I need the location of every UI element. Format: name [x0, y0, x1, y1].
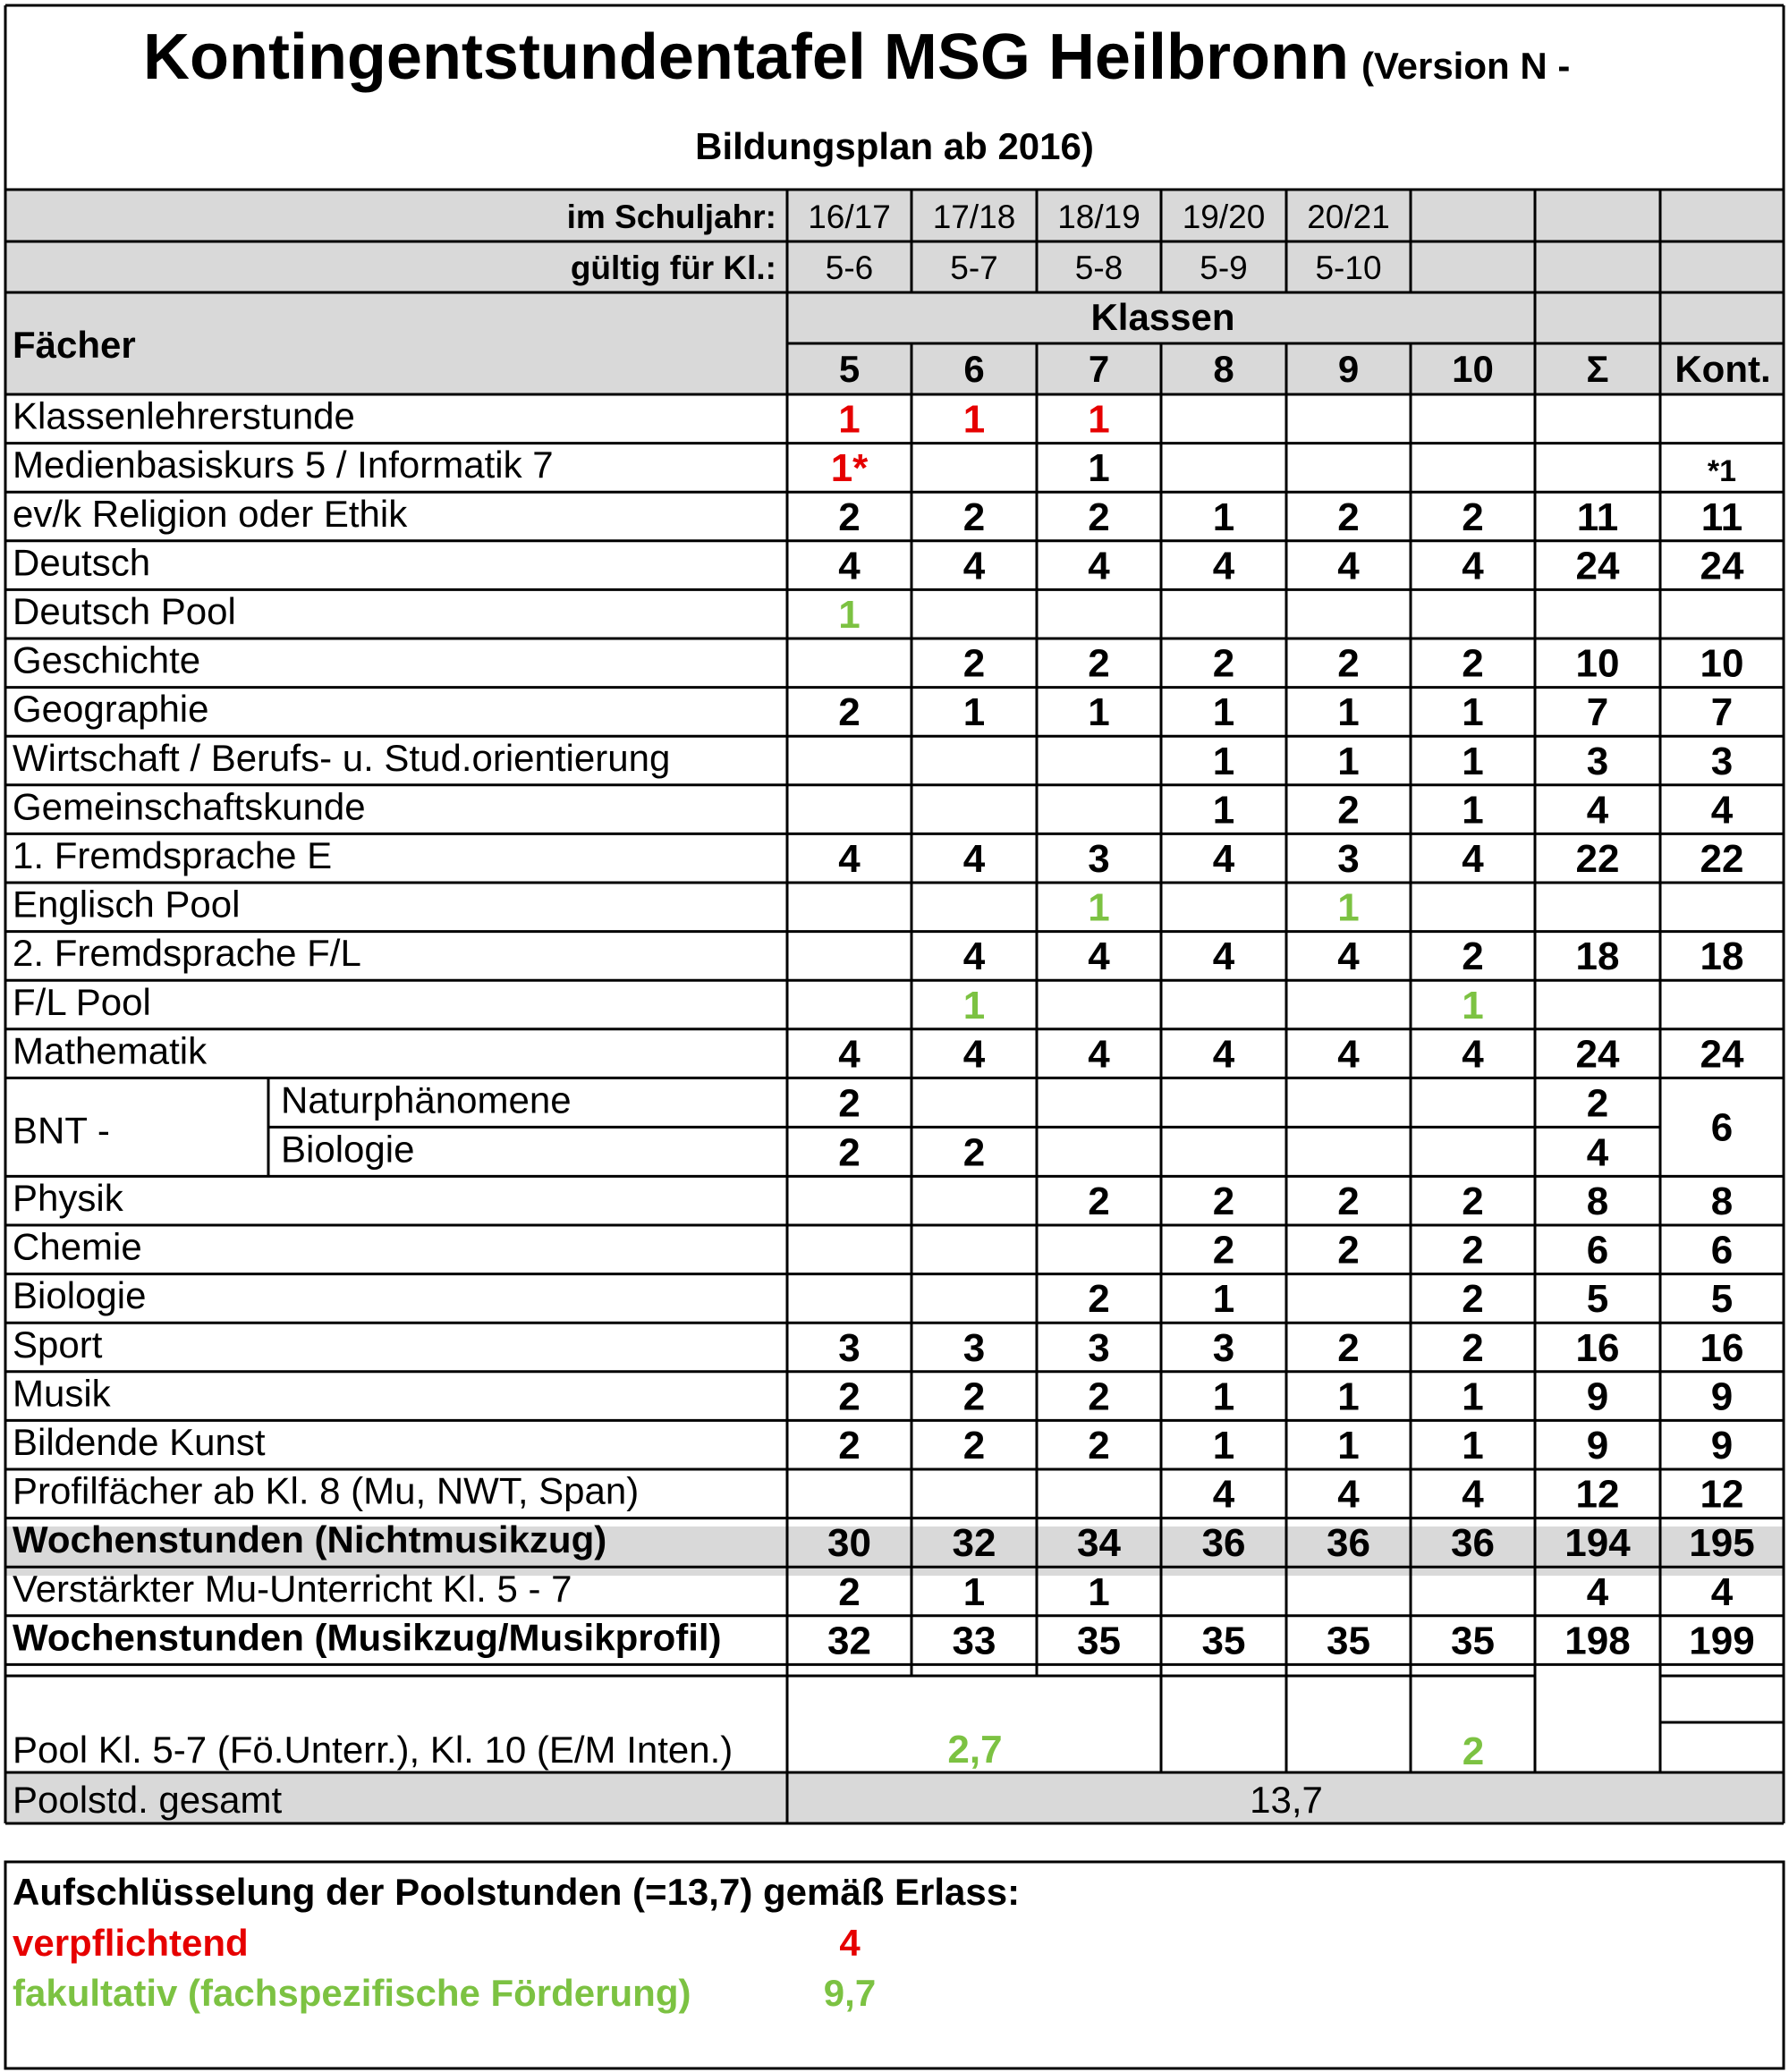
value-cell: 32	[952, 1521, 996, 1566]
value-cell: 2	[838, 1424, 861, 1467]
value-cell: 2	[962, 641, 986, 686]
value-cell: 2	[1337, 641, 1360, 686]
page-subtitle: Bildungsplan ab 2016)	[695, 125, 1094, 167]
subject-label: Medienbasiskurs 5 / Informatik 7	[13, 444, 554, 486]
header-band-schuljahr	[5, 190, 1784, 241]
subject-label: Biologie	[13, 1274, 147, 1317]
sum-cell: 9	[1586, 1374, 1609, 1419]
value-cell: 2	[1462, 935, 1484, 979]
value-cell: 35	[1077, 1619, 1121, 1663]
value-cell: 32	[827, 1619, 871, 1663]
value-cell: 35	[1327, 1619, 1370, 1663]
value-cell: 4	[1212, 935, 1235, 979]
value-cell: 2	[1212, 1228, 1235, 1273]
value-cell: 4	[962, 544, 986, 588]
subject-label: ev/k Religion oder Ethik	[13, 492, 408, 535]
value-cell: 1	[1212, 1374, 1235, 1419]
value-cell: 4	[1088, 935, 1110, 979]
value-cell: 2	[1462, 1325, 1484, 1370]
value-cell: 1	[1212, 1277, 1235, 1322]
sum-cell: 4	[1586, 1130, 1609, 1175]
sum-cell: 6	[1586, 1228, 1609, 1273]
sum-cell: 10	[1575, 641, 1620, 686]
kont-cell: 24	[1700, 544, 1744, 588]
klasse-header-10: 10	[1452, 348, 1494, 390]
value-cell: 2	[1088, 495, 1110, 539]
kont-cell: 12	[1700, 1472, 1744, 1517]
value-cell: 4	[838, 837, 861, 881]
sum-cell: 12	[1575, 1472, 1620, 1517]
schuljahr-cell: 17/18	[932, 199, 1016, 235]
sum-cell: 24	[1575, 1032, 1620, 1077]
page-title	[143, 21, 1570, 93]
value-cell: 1	[1212, 1424, 1235, 1467]
subject-label: Verstärkter Mu-Unterricht Kl. 5 - 7	[13, 1567, 572, 1610]
klassenstufe-cell: 5-9	[1200, 249, 1248, 286]
value-cell: 1	[1337, 1424, 1360, 1467]
sum-cell: 194	[1564, 1521, 1631, 1566]
value-cell: 1	[1337, 885, 1360, 930]
value-cell: 2	[962, 1424, 986, 1467]
value-cell: 1	[962, 983, 986, 1028]
value-cell: 1	[962, 397, 986, 442]
faecher-label: Fächer	[13, 324, 136, 366]
kont-cell: 24	[1700, 1032, 1744, 1077]
subject-label: F/L Pool	[13, 980, 151, 1023]
klassenstufe-cell: 5-8	[1074, 249, 1123, 286]
kont-header: Kont.	[1675, 348, 1771, 390]
subject-label: Geographie	[13, 688, 209, 731]
subject-label: Musik	[13, 1372, 111, 1415]
klasse-header-6: 6	[963, 348, 985, 390]
value-cell: 1	[1088, 690, 1110, 735]
kont-cell: 4	[1710, 788, 1734, 833]
sum-cell: 7	[1586, 690, 1609, 735]
klasse-header-7: 7	[1088, 348, 1110, 390]
value-cell: 2	[1462, 1180, 1484, 1223]
schuljahr-cell: 18/19	[1057, 199, 1140, 235]
value-cell: 4	[838, 544, 861, 588]
value-cell: 1	[1088, 1569, 1110, 1614]
value-cell: 2	[1462, 1228, 1484, 1273]
value-cell: 4	[1212, 1032, 1235, 1077]
value-cell: 2	[1088, 641, 1110, 686]
schuljahr-label: im Schuljahr:	[566, 199, 776, 235]
fakultativ-value: 9,7	[823, 1972, 877, 2014]
verpflichtend-label: verpflichtend	[13, 1922, 249, 1964]
value-cell: 2	[962, 1374, 986, 1419]
subject-label: Wirtschaft / Berufs- u. Stud.orientierung	[13, 736, 671, 779]
value-cell: 1	[1462, 788, 1484, 833]
value-cell: 4	[1462, 1032, 1484, 1077]
value-cell: 3	[962, 1325, 986, 1370]
value-cell: 3	[1088, 1325, 1110, 1370]
table-row	[13, 1372, 1733, 1418]
value-cell: 2	[1337, 1180, 1360, 1223]
klassenstufe-cell: 5-6	[825, 249, 874, 286]
fakultativ-label: fakultativ (fachspezifische Förderung)	[13, 1972, 691, 2014]
pool-kl5-7-value: 2,7	[947, 1728, 1003, 1772]
value-cell: 1	[962, 690, 986, 735]
table-row	[13, 981, 1484, 1028]
title-main: Kontingentstundentafel MSG Heilbronn	[143, 21, 1349, 93]
sum-cell: 9	[1586, 1424, 1609, 1467]
value-cell: 4	[1212, 544, 1235, 588]
table-row	[13, 834, 1743, 881]
breakdown-title: Aufschlüsselung der Poolstunden (=13,7) gemäß Erlass:	[13, 1871, 1021, 1913]
value-cell: 36	[1451, 1521, 1495, 1566]
title-suffix: (Version N -	[1361, 45, 1571, 87]
subject-label: 2. Fremdsprache F/L	[13, 932, 361, 975]
value-cell: 4	[838, 1032, 861, 1077]
gueltig-label: gültig für Kl.:	[570, 249, 776, 286]
subject-label: Sport	[13, 1323, 103, 1366]
value-cell: 2	[838, 1081, 861, 1126]
value-cell: 3	[838, 1325, 861, 1370]
klassenstufe-cell: 5-7	[950, 249, 998, 286]
value-cell: 1	[1212, 739, 1235, 783]
table-row	[13, 1616, 1755, 1662]
value-cell: 1	[1212, 690, 1235, 735]
value-cell: 4	[1462, 1472, 1484, 1517]
value-cell: 2	[1212, 1180, 1235, 1223]
table-row	[13, 1274, 1733, 1321]
kont-cell: 195	[1689, 1521, 1755, 1566]
verpflichtend-value: 4	[839, 1922, 861, 1964]
value-cell: 2	[1088, 1374, 1110, 1419]
table-row	[13, 737, 1733, 783]
value-cell: 2	[962, 495, 986, 539]
value-cell: 2	[1337, 788, 1360, 833]
sum-cell: 3	[1586, 739, 1609, 783]
table-row	[13, 1029, 1744, 1076]
subject-label: Wochenstunden (Musikzug/Musikprofil)	[13, 1616, 722, 1659]
value-cell: 34	[1077, 1521, 1121, 1566]
value-cell: 1	[1462, 983, 1484, 1028]
value-cell: 4	[1337, 935, 1360, 979]
klasse-header-5: 5	[838, 348, 861, 390]
value-cell: 2	[1088, 1277, 1110, 1322]
value-cell: 1	[1337, 739, 1360, 783]
bnt-label: BNT -	[13, 1109, 110, 1152]
table-row	[13, 639, 1743, 686]
value-cell: 1	[1212, 788, 1235, 833]
subject-label: Gemeinschaftskunde	[13, 785, 366, 828]
kont-cell: 3	[1710, 739, 1734, 783]
value-cell: 1	[1212, 495, 1235, 539]
value-cell: 1	[962, 1569, 986, 1614]
sum-cell: 22	[1575, 837, 1620, 881]
value-cell: 2	[1337, 1325, 1360, 1370]
klassen-label: Klassen	[1090, 296, 1235, 338]
table-row	[13, 884, 1360, 930]
sum-cell: 4	[1586, 788, 1609, 833]
kont-cell: 4	[1710, 1569, 1734, 1614]
subject-label: Bildende Kunst	[13, 1421, 266, 1463]
value-cell: 2	[1462, 1277, 1484, 1322]
value-cell: 2	[1212, 641, 1235, 686]
sum-cell: 24	[1575, 544, 1620, 588]
table-row	[13, 1226, 1733, 1273]
kont-cell: 22	[1700, 837, 1744, 881]
kont-cell: 11	[1700, 495, 1743, 539]
kont-cell: 6	[1710, 1105, 1734, 1150]
table-row	[13, 688, 1733, 734]
subject-label: Physik	[13, 1177, 123, 1219]
value-cell: 1	[1337, 690, 1360, 735]
schuljahr-cell: 20/21	[1307, 199, 1390, 235]
value-cell: 4	[1337, 1472, 1360, 1517]
value-cell: 1	[1462, 690, 1484, 735]
subject-label: Chemie	[13, 1225, 142, 1268]
subject-label: Deutsch Pool	[13, 590, 236, 632]
subject-label: 1. Fremdsprache E	[13, 834, 333, 876]
kont-cell: 9	[1710, 1424, 1734, 1467]
value-cell: 4	[1088, 544, 1110, 588]
subject-label: Mathematik	[13, 1029, 208, 1072]
kont-cell: 10	[1700, 641, 1744, 686]
value-cell: 1	[1088, 397, 1110, 442]
schuljahr-cell: 19/20	[1182, 199, 1266, 235]
pool-label: Pool Kl. 5-7 (Fö.Unterr.), Kl. 10 (E/M Inten.)	[13, 1729, 733, 1771]
subject-label: Geschichte	[13, 639, 201, 681]
poolgesamt-label: Poolstd. gesamt	[13, 1779, 283, 1821]
value-cell: 4	[962, 935, 986, 979]
table-row	[13, 1177, 1733, 1223]
value-cell: 4	[1212, 1472, 1235, 1517]
value-cell: 4	[1088, 1032, 1110, 1077]
value-cell: 3	[1212, 1325, 1235, 1370]
klassenstufe-cell: 5-10	[1315, 249, 1382, 286]
value-cell: 35	[1201, 1619, 1246, 1663]
value-cell: 4	[1462, 544, 1484, 588]
sum-cell: 4	[1586, 1569, 1609, 1614]
value-cell: 3	[1337, 837, 1360, 881]
subject-label: Deutsch	[13, 541, 151, 584]
sum-cell: 11	[1576, 495, 1619, 539]
kont-cell: 16	[1700, 1325, 1744, 1370]
subject-label: Wochenstunden (Nichtmusikzug)	[13, 1518, 607, 1561]
value-cell: 2	[1088, 1424, 1110, 1467]
klasse-header-8: 8	[1213, 348, 1234, 390]
value-cell: 2	[1462, 495, 1484, 539]
table-row	[13, 444, 1736, 490]
value-cell: 36	[1201, 1521, 1246, 1566]
schuljahr-cell: 16/17	[808, 199, 891, 235]
value-cell: 1	[838, 397, 861, 442]
table-row	[13, 1470, 1743, 1517]
bnt-subject-label: Naturphänomene	[281, 1078, 572, 1121]
table-row	[13, 1324, 1743, 1370]
value-cell: 1	[1088, 446, 1110, 491]
value-cell: 1	[1088, 885, 1110, 930]
sum-cell: 198	[1564, 1619, 1631, 1663]
kont-cell: 7	[1710, 690, 1734, 735]
value-cell: 30	[827, 1521, 871, 1566]
bnt-subject-label: Biologie	[281, 1128, 415, 1171]
sum-cell: 8	[1586, 1180, 1609, 1223]
value-cell: 4	[1462, 837, 1484, 881]
kont-cell: 199	[1689, 1619, 1755, 1663]
table-row	[13, 590, 861, 637]
table-row	[13, 932, 1743, 978]
table-row	[13, 541, 1744, 588]
value-cell: 1*	[830, 446, 869, 491]
value-cell: 1	[1462, 739, 1484, 783]
value-cell: 36	[1327, 1521, 1370, 1566]
value-cell: 4	[1337, 1032, 1360, 1077]
subject-label: Klassenlehrerstunde	[13, 394, 355, 437]
sum-cell: 5	[1586, 1277, 1609, 1322]
value-cell: 2	[838, 1569, 861, 1614]
header-band-gueltig	[5, 241, 1784, 292]
sum-header: Σ	[1586, 348, 1609, 390]
subject-label: Profilfächer ab Kl. 8 (Mu, NWT, Span)	[13, 1469, 640, 1512]
sum-cell: 18	[1575, 935, 1620, 979]
value-cell: 2	[838, 495, 861, 539]
klasse-header-9: 9	[1337, 348, 1360, 390]
table-row	[13, 395, 1110, 442]
value-cell: 4	[962, 1032, 986, 1077]
value-cell: 2	[1337, 1228, 1360, 1273]
sum-cell: 16	[1575, 1325, 1620, 1370]
value-cell: 4	[1337, 544, 1360, 588]
value-cell: 2	[962, 1130, 986, 1175]
value-cell: 3	[1088, 837, 1110, 881]
value-cell: 1	[1462, 1374, 1484, 1419]
kont-cell: *1	[1707, 454, 1737, 489]
table-row	[13, 785, 1734, 832]
value-cell: 2	[838, 1374, 861, 1419]
kont-cell: 5	[1710, 1277, 1734, 1322]
value-cell: 35	[1451, 1619, 1495, 1663]
value-cell: 1	[1337, 1374, 1360, 1419]
value-cell: 2	[1462, 641, 1484, 686]
pool-kl10-value: 2	[1462, 1729, 1485, 1773]
value-cell: 2	[838, 690, 861, 735]
value-cell: 4	[962, 837, 986, 881]
kont-cell: 9	[1710, 1374, 1734, 1419]
table-row	[13, 1421, 1733, 1467]
value-cell: 1	[1462, 1424, 1484, 1467]
sum-cell: 2	[1586, 1081, 1609, 1126]
value-cell: 2	[838, 1130, 861, 1175]
kont-cell: 18	[1700, 935, 1744, 979]
value-cell: 1	[838, 593, 861, 637]
kont-cell: 6	[1710, 1228, 1734, 1273]
poolgesamt-value: 13,7	[1250, 1779, 1323, 1821]
subject-label: Englisch Pool	[13, 883, 241, 926]
value-cell: 2	[1337, 495, 1360, 539]
value-cell: 4	[1212, 837, 1235, 881]
kont-cell: 8	[1710, 1180, 1734, 1223]
value-cell: 33	[952, 1619, 996, 1663]
value-cell: 2	[1088, 1180, 1110, 1223]
table-row	[13, 493, 1742, 539]
